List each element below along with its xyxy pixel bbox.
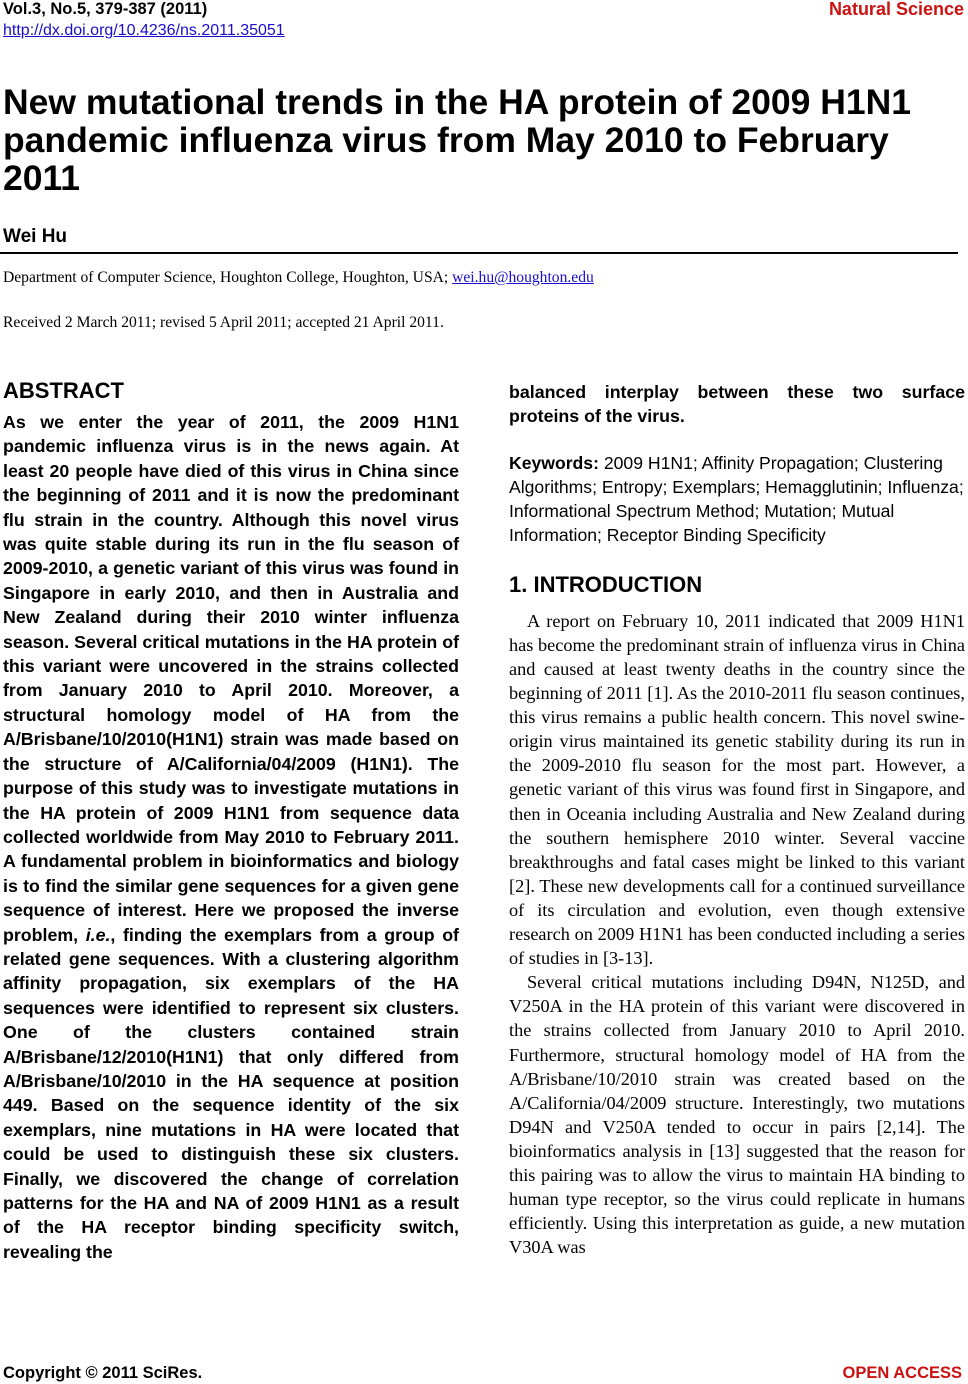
abstract-text-part-1: As we enter the year of 2011, the 2009 H1N1 pandemic influenza virus is in the news again. At least 20 people have died of this virus in China since the beginning of 2011 and it is now the predominant flu strain in the country. Although this novel virus was quite stable during its run in the flu season of 2009-2010, a genetic variant of this virus was found in Singapore in early 2010, and then in Australia and New Zealand during their 2010 winter influenza season. Several critical mutations in the HA protein of this variant were uncovered in the strains collected from January 2010 to April 2010. Moreover, a structural homology model of HA from the A/Brisbane/10/2010(H1N1) strain was made based on the structure of A/California/04/2009 (H1N1). The purpose of this study was to investigate mutations in the HA protein of 2009 H1N1 from sequence data collected worldwide from May 2010 to February 2011. A fundamental problem in bioinformatics and biology is to find the similar gene sequences for a given gene sequence of interest. Here we proposed the inverse problem, — [3, 412, 459, 945]
copyright-notice: Copyright © 2011 SciRes. — [3, 1364, 203, 1382]
left-column — [3, 378, 459, 1264]
introduction-heading: 1. INTRODUCTION — [509, 571, 703, 597]
paper-title: New mutational trends in the HA protein of 2009 H1N1 pandemic influenza virus from May 2010 to February 2011 — [3, 82, 912, 198]
journal-citation: Vol.3, No.5, 379-387 (2011) — [3, 0, 208, 18]
abstract-continuation: balanced interplay between these two surface proteins of the virus. — [509, 382, 965, 427]
keywords-text: 2009 H1N1; Affinity Propagation; Clustering Algorithms; Entropy; Exemplars; Hemagglutinin; Influenza; Informational Spectrum Method; Mutation; Mutual Information; Receptor Binding Specificity — [509, 452, 964, 545]
abstract-heading: ABSTRACT — [3, 378, 124, 403]
title-divider — [0, 252, 958, 254]
abstract-text — [3, 410, 459, 1264]
right-column — [509, 380, 965, 1259]
keywords-label: Keywords: — [509, 452, 599, 473]
doi-link[interactable]: http://dx.doi.org/10.4236/ns.2011.35051 — [3, 22, 285, 39]
introduction-paragraph-1: A report on February 10, 2011 indicated that 2009 H1N1 has become the predominant strain of influenza virus in China and caused at least twenty deaths in the country since the beginning of 2011 [1]. As the 2010-2011 flu season continues, this virus remains a public health concern. This novel swine-origin virus maintained its genetic stability during its run in the 2009-2010 flu season for the most part. However, a genetic variant of this virus was found first in Singapore, and then in Oceania including Australia and New Zealand during the southern hemisphere 2010 winter. Several vaccine breakthroughs and fatal cases might be linked to this variant [2]. These new developments call for a continued surveillance of its circulation and evolution, even though extensive research on 2009 H1N1 has been conducted including a series of studies in [3-13]. — [509, 610, 965, 969]
journal-name: Natural Science — [828, 0, 964, 19]
abstract-ie: i.e. — [85, 924, 111, 945]
affiliation — [3, 268, 594, 288]
affiliation-text: Department of Computer Science, Houghton College, Houghton, USA; — [3, 269, 453, 286]
author-email-link[interactable]: wei.hu@houghton.edu — [452, 269, 594, 286]
open-access-label: OPEN ACCESS — [842, 1364, 962, 1382]
keywords — [509, 451, 965, 547]
received-dates: Received 2 March 2011; revised 5 April 2011; accepted 21 April 2011. — [3, 314, 444, 331]
introduction-paragraph-2: Several critical mutations including D94N, N125D, and V250A in the HA protein of this variant were discovered in the strains collected from January 2010 to April 2010. Furthermore, structural homology model of HA from the A/Brisbane/10/2010 strain was created based on the A/California/04/2009 structure. Interestingly, two mutations D94N and V250A tended to occur in pairs [2,14]. The bioinformatics analysis in [13] suggested that the reason for this pairing was to allow the virus to maintain HA binding to human type receptor, so the virus could replicate in humans efficiently. Using this interpretation as guide, a new mutation V30A was — [509, 972, 965, 1258]
author-name: Wei Hu — [3, 226, 68, 247]
abstract-text-part-2: , finding the exemplars from a group of related gene sequences. With a clustering algorithm affinity propagation, six exemplars of the HA sequences were identified to represent six clusters. One of the clusters contained strain A/Brisbane/12/2010(H1N1) that only differed from A/Brisbane/10/2010 in the HA sequence at position 449. Based on the sequence identity of the six exemplars, nine mutations in HA were located that could be used to distinguish these six clusters. Finally, we discovered the change of correlation patterns for the HA and NA of 2009 H1N1 as a result of the HA receptor binding specificity switch, revealing the — [3, 924, 459, 1262]
